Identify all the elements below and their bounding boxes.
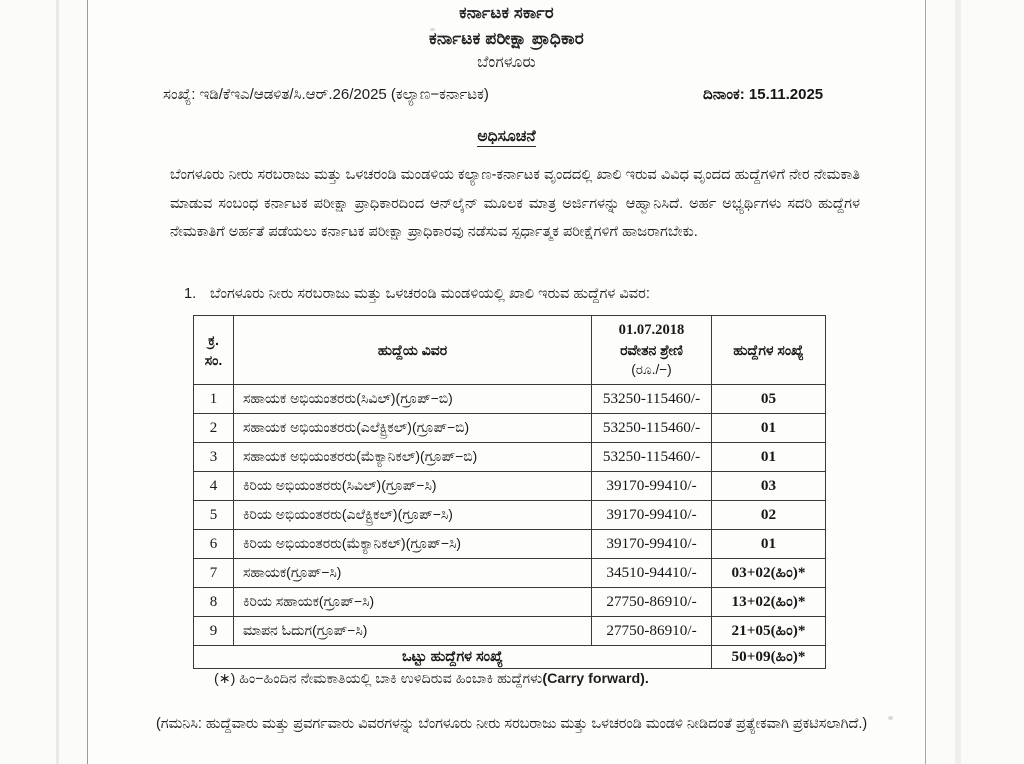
scan-edge-left-soft bbox=[56, 0, 59, 764]
table-row bbox=[194, 385, 826, 414]
row-pay-scale: 27750-86910/- bbox=[592, 617, 712, 646]
authority-name: ಕರ್ನಾಟಕ ಪರೀಕ್ಷಾ ಪ್ರಾಧಿಕಾರ bbox=[428, 29, 585, 48]
row-pay-scale: 39170-99410/- bbox=[592, 501, 712, 530]
reference-number: ಸಂಖ್ಯೆ: ಇಡಿ/ಕೆಇಎ/ಆಡಳಿತ/ಸಿ.ಆರ್.26/2025 (ಕಲ್ಯಾಣ−ಕರ್ನಾಟಕ) bbox=[163, 86, 489, 103]
note-paragraph: (ಗಮನಿಸಿ: ಹುದ್ದೆವಾರು ಮತ್ತು ಪ್ರವರ್ಗವಾರು ವಿವರಗಳನ್ನು ಬೆಂಗಳೂರು ನೀರು ಸರಬರಾಜು ಮತ್ತು ಒಳಚರಂಡಿ ಮಂಡಳಿ ನೀಡಿದಂತೆ ಪ್ರತ್ಯೇಕವಾಗಿ ಪ್ರಕಟಿಸಲಾಗಿದೆ.) bbox=[156, 716, 868, 732]
row-pay-scale: 53250-115460/- bbox=[592, 414, 712, 443]
row-pay-scale: 34510-94410/- bbox=[592, 559, 712, 588]
notification-date: ದಿನಾಂಕ: 15.11.2025 bbox=[703, 86, 824, 103]
table-body bbox=[194, 385, 826, 646]
row-description: ಕಿರಿಯ ಅಭಿಯಂತರರು(ಮೆಕ್ಯಾನಿಕಲ್)(ಗ್ರೂಪ್−ಸಿ) bbox=[234, 530, 592, 559]
scan-edge-right-line bbox=[925, 0, 926, 764]
table-total-row bbox=[194, 646, 826, 669]
row-sl-no: 5 bbox=[194, 501, 234, 530]
row-sl-no: 8 bbox=[194, 588, 234, 617]
row-pay-scale: 39170-99410/- bbox=[592, 530, 712, 559]
column-header-description: ಹುದ್ದೆಯ ವಿವರ bbox=[234, 316, 592, 385]
row-post-count: 02 bbox=[712, 501, 826, 530]
column-header-post-count: ಹುದ್ದೆಗಳ ಸಂಖ್ಯೆ bbox=[712, 316, 826, 385]
total-count: 50+09(ಹಿಂ)* bbox=[712, 646, 826, 669]
row-pay-scale: 53250-115460/- bbox=[592, 443, 712, 472]
row-post-count: 13+02(ಹಿಂ)* bbox=[712, 588, 826, 617]
row-post-count: 05 bbox=[712, 385, 826, 414]
footnote-kannada: (∗) ಹಿಂ−ಹಿಂದಿನ ನೇಮಕಾತಿಯಲ್ಲಿ ಬಾಕಿ ಉಳಿದಿರುವ ಹಿಂಬಾಕಿ ಹುದ್ದೆಗಳು bbox=[214, 671, 543, 687]
document-body bbox=[88, 0, 925, 764]
row-description: ಸಹಾಯಕ ಅಭಿಯಂತರರು(ಸಿವಿಲ್)(ಗ್ರೂಪ್−ಬಿ) bbox=[234, 385, 592, 414]
row-sl-no: 1 bbox=[194, 385, 234, 414]
total-label: ಒಟ್ಟು ಹುದ್ದೆಗಳ ಸಂಖ್ಯೆ bbox=[194, 646, 712, 669]
row-description: ಕಿರಿಯ ಅಭಿಯಂತರರು(ಎಲೆಕ್ಟ್ರಿಕಲ್)(ಗ್ರೂಪ್−ಸಿ) bbox=[234, 501, 592, 530]
pay-scale-label: ರವೇತನ ಶ್ರೇಣಿ bbox=[620, 342, 683, 358]
row-post-count: 01 bbox=[712, 530, 826, 559]
row-description: ಕಿರಿಯ ಸಹಾಯಕ(ಗ್ರೂಪ್−ಸಿ) bbox=[234, 588, 592, 617]
row-description: ಮಾಪನ ಓದುಗ(ಗ್ರೂಪ್−ಸಿ) bbox=[234, 617, 592, 646]
table-row bbox=[194, 501, 826, 530]
table-footer bbox=[194, 646, 826, 669]
govt-name: ಕರ್ನಾಟಕ ಸರ್ಕಾರ bbox=[459, 4, 554, 22]
footnote bbox=[214, 671, 914, 687]
list-item bbox=[184, 286, 884, 302]
row-post-count: 21+05(ಹಿಂ)* bbox=[712, 617, 826, 646]
list-item-number: 1. bbox=[184, 286, 197, 302]
scan-edge-right-soft bbox=[955, 0, 961, 764]
row-post-count: 01 bbox=[712, 414, 826, 443]
list-item-text: ಬೆಂಗಳೂರು ನೀರು ಸರಬರಾಜು ಮತ್ತು ಒಳಚರಂಡಿ ಮಂಡಳಿಯಲ್ಲಿ ಖಾಲಿ ಇರುವ ಹುದ್ದೆಗಳ ವಿವರ: bbox=[210, 286, 650, 302]
pay-scale-unit: (ರೂ./−) bbox=[631, 362, 672, 377]
table-header bbox=[194, 316, 826, 385]
row-description: ಕಿರಿಯ ಅಭಿಯಂತರರು(ಸಿವಿಲ್)(ಗ್ರೂಪ್−ಸಿ) bbox=[234, 472, 592, 501]
page-title bbox=[88, 128, 925, 146]
row-pay-scale: 39170-99410/- bbox=[592, 472, 712, 501]
column-header-sl-no-line1: ಕ್ರ. bbox=[208, 332, 219, 348]
column-header-pay-scale bbox=[592, 316, 712, 385]
row-sl-no: 3 bbox=[194, 443, 234, 472]
row-pay-scale: 53250-115460/- bbox=[592, 385, 712, 414]
table-row bbox=[194, 472, 826, 501]
column-header-sl-no-line2: ಸಂ. bbox=[204, 352, 223, 368]
intro-paragraph: ಬೆಂಗಳೂರು ನೀರು ಸರಬರಾಜು ಮತ್ತು ಒಳಚರಂಡಿ ಮಂಡಳಿಯ ಕಲ್ಯಾಣ-ಕರ್ನಾಟಕ ವೃಂದದಲ್ಲಿ ಖಾಲಿ ಇರುವ ವಿವಿಧ ವೃಂದದ ಹುದ್ದೆಗಳಿಗೆ ನೇರ ನೇಮಕಾತಿ ಮಾಡುವ ಸಂಬಂಧ ಕರ್ನಾಟಕ ಪರೀಕ್ಷಾ ಪ್ರಾಧಿಕಾರದಿಂದ ಆನ್‌ಲೈನ್ ಮೂಲಕ ಮಾತ್ರ ಅರ್ಜಿಗಳನ್ನು ಆಹ್ವಾನಿಸಿದೆ. ಅರ್ಹ ಅಭ್ಯರ್ಥಿಗಳು ಸದರಿ ಹುದ್ದೆಗಳ ನೇಮಕಾತಿಗೆ ಅರ್ಹತೆ ಪಡೆಯಲು ಕರ್ನಾಟಕ ಪರೀಕ್ಷಾ ಪ್ರಾಧಿಕಾರವು ನಡೆಸುವ ಸ್ಪರ್ಧಾತ್ಮಕ ಪರೀಕ್ಷೆಗಳಿಗೆ ಹಾಜರಾಗಬೇಕು. bbox=[170, 167, 860, 240]
table-row bbox=[194, 443, 826, 472]
table-row bbox=[194, 617, 826, 646]
reference-row bbox=[88, 86, 925, 110]
table-row bbox=[194, 588, 826, 617]
row-post-count: 03 bbox=[712, 472, 826, 501]
row-pay-scale: 27750-86910/- bbox=[592, 588, 712, 617]
row-description: ಸಹಾಯಕ ಅಭಿಯಂತರರು(ಮೆಕ್ಯಾನಿಕಲ್)(ಗ್ರೂಪ್−ಬಿ) bbox=[234, 443, 592, 472]
row-sl-no: 2 bbox=[194, 414, 234, 443]
row-post-count: 03+02(ಹಿಂ)* bbox=[712, 559, 826, 588]
page-title-text: ಅಧಿಸೂಚನೆ bbox=[477, 128, 536, 145]
row-description: ಸಹಾಯಕ(ಗ್ರೂಪ್−ಸಿ) bbox=[234, 559, 592, 588]
authority-city: ಬೆಂಗಳೂರು bbox=[477, 54, 536, 71]
table-row bbox=[194, 530, 826, 559]
pay-scale-date: 01.07.2018 bbox=[618, 322, 685, 338]
vacancy-table bbox=[193, 315, 826, 669]
row-description: ಸಹಾಯಕ ಅಭಿಯಂತರರು(ಎಲೆಕ್ಟ್ರಿಕಲ್)(ಗ್ರೂಪ್−ಬಿ) bbox=[234, 414, 592, 443]
table-header-row bbox=[194, 316, 826, 385]
row-sl-no: 6 bbox=[194, 530, 234, 559]
row-sl-no: 9 bbox=[194, 617, 234, 646]
row-sl-no: 7 bbox=[194, 559, 234, 588]
table-row bbox=[194, 559, 826, 588]
footnote-english: (Carry forward). bbox=[542, 671, 649, 687]
table-row bbox=[194, 414, 826, 443]
column-header-sl-no bbox=[194, 316, 234, 385]
row-sl-no: 4 bbox=[194, 472, 234, 501]
row-post-count: 01 bbox=[712, 443, 826, 472]
